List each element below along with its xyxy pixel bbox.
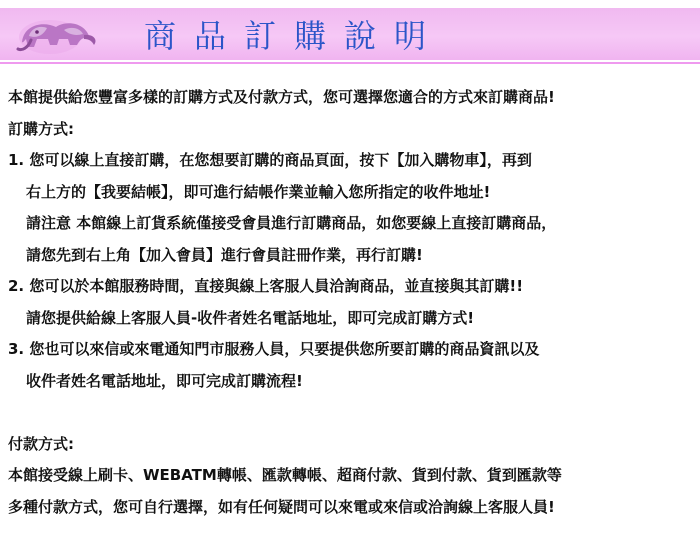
- ordering-methods-heading: 訂購方式:: [8, 119, 74, 138]
- ordering-item-1-line-1: 1. 您可以線上直接訂購，在您想要訂購的商品頁面，按下【加入購物車】，再到: [8, 151, 532, 169]
- ordering-item-1-line-2: 右上方的【我要結帳】，即可進行結帳作業並輸入您所指定的收件地址!: [26, 182, 491, 201]
- instructions-content: [8, 82, 694, 523]
- elephant-logo-icon: [10, 12, 102, 58]
- payment-methods-heading: 付款方式:: [8, 434, 74, 453]
- ordering-item-2-line-2: 請您提供給線上客服人員-收件者姓名電話地址，即可完成訂購方式!: [26, 308, 475, 327]
- page-header: [0, 0, 700, 66]
- header-divider: [0, 62, 700, 64]
- ordering-item-1-line-4: 請您先到右上角【加入會員】進行會員註冊作業，再行訂購!: [26, 245, 423, 264]
- ordering-item-1-line-3: 請注意 本館線上訂貨系統僅接受會員進行訂購商品，如您要線上直接訂購商品，: [26, 214, 557, 232]
- page-title: 商品訂購說明: [144, 17, 445, 55]
- ordering-item-2-line-1: 2. 您可以於本館服務時間，直接與線上客服人員洽詢商品，並直接與其訂購!!: [8, 277, 524, 295]
- payment-text-line-2: 多種付款方式，您可自行選擇，如有任何疑問可以來電或來信或洽詢線上客服人員!: [8, 497, 555, 516]
- intro-text: 本館提供給您豐富多樣的訂購方式及付款方式，您可選擇您適合的方式來訂購商品!: [8, 88, 555, 106]
- section-spacer: [8, 397, 694, 429]
- ordering-item-3-line-2: 收件者姓名電話地址，即可完成訂購流程!: [26, 371, 303, 390]
- payment-text-line-1: 本館接受線上刷卡、WEBATM轉帳、匯款轉帳、超商付款、貨到付款、貨到匯款等: [8, 466, 562, 484]
- ordering-item-3-line-1: 3. 您也可以來信或來電通知門市服務人員，只要提供您所要訂購的商品資訊以及: [8, 340, 540, 358]
